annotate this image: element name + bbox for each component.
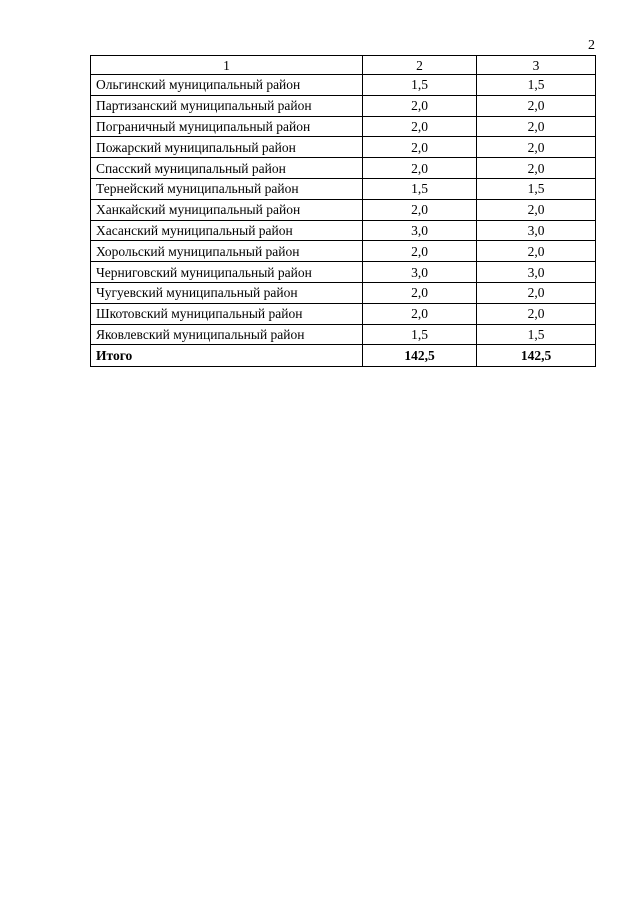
district-name: Черниговский муниципальный район: [91, 262, 363, 283]
table-row: [91, 137, 596, 158]
value-col-2: 3,0: [363, 220, 477, 241]
table-row: [91, 262, 596, 283]
value-col-3: 3,0: [477, 262, 596, 283]
table-row: [91, 324, 596, 345]
table-row: [91, 116, 596, 137]
value-col-3: 2,0: [477, 116, 596, 137]
table-row: [91, 303, 596, 324]
column-header-3: 3: [477, 56, 596, 75]
table-row: [91, 158, 596, 179]
value-col-3: 2,0: [477, 303, 596, 324]
total-label: Итого: [91, 345, 363, 367]
value-col-3: 3,0: [477, 220, 596, 241]
value-col-2: 2,0: [363, 116, 477, 137]
value-col-2: 2,0: [363, 282, 477, 303]
value-col-2: 3,0: [363, 262, 477, 283]
district-name: Пограничный муниципальный район: [91, 116, 363, 137]
district-name: Шкотовский муниципальный район: [91, 303, 363, 324]
district-name: Хасанский муниципальный район: [91, 220, 363, 241]
value-col-2: 2,0: [363, 95, 477, 116]
value-col-3: 1,5: [477, 324, 596, 345]
value-col-3: 2,0: [477, 282, 596, 303]
table-row: [91, 282, 596, 303]
value-col-3: 2,0: [477, 199, 596, 220]
data-table: [90, 55, 596, 367]
page-number: 2: [588, 38, 595, 53]
district-name: Яковлевский муниципальный район: [91, 324, 363, 345]
value-col-2: 1,5: [363, 178, 477, 199]
total-row: [91, 345, 596, 367]
value-col-2: 1,5: [363, 324, 477, 345]
district-name: Хорольский муниципальный район: [91, 241, 363, 262]
total-col-2: 142,5: [363, 345, 477, 367]
district-name: Партизанский муниципальный район: [91, 95, 363, 116]
value-col-2: 2,0: [363, 241, 477, 262]
value-col-2: 2,0: [363, 199, 477, 220]
value-col-3: 2,0: [477, 137, 596, 158]
table-row: [91, 220, 596, 241]
table-row: [91, 199, 596, 220]
column-header-1: 1: [91, 56, 363, 75]
table-row: [91, 178, 596, 199]
value-col-3: 1,5: [477, 75, 596, 96]
district-name: Ханкайский муниципальный район: [91, 199, 363, 220]
district-name: Тернейский муниципальный район: [91, 178, 363, 199]
value-col-3: 2,0: [477, 95, 596, 116]
value-col-2: 1,5: [363, 75, 477, 96]
value-col-2: 2,0: [363, 303, 477, 324]
table-row: [91, 75, 596, 96]
table-header-row: [91, 56, 596, 75]
value-col-3: 1,5: [477, 178, 596, 199]
district-name: Пожарский муниципальный район: [91, 137, 363, 158]
table-row: [91, 241, 596, 262]
table-row: [91, 95, 596, 116]
value-col-2: 2,0: [363, 137, 477, 158]
column-header-2: 2: [363, 56, 477, 75]
value-col-3: 2,0: [477, 241, 596, 262]
district-name: Спасский муниципальный район: [91, 158, 363, 179]
district-name: Чугуевский муниципальный район: [91, 282, 363, 303]
value-col-2: 2,0: [363, 158, 477, 179]
district-name: Ольгинский муниципальный район: [91, 75, 363, 96]
value-col-3: 2,0: [477, 158, 596, 179]
total-col-3: 142,5: [477, 345, 596, 367]
